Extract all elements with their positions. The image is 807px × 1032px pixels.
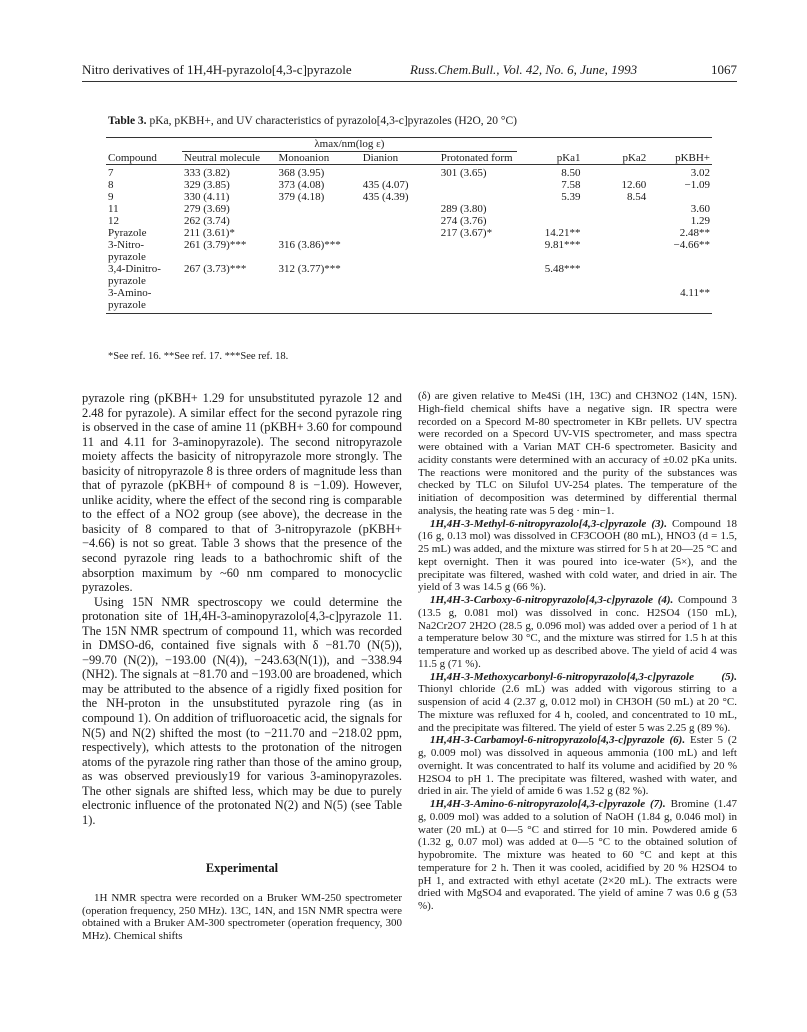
paragraph: (δ) are given relative to Me4Si (1H, 13C) and CH3NO2 (14N, 15N). High-field chemical shifts have a negative sign. IR spectra were recorded on a Specord M-80 spectrometer in KBr pellets. UV spectra were recorded on a Specord UV-VIS spectrometer, and mass spectra were obtained with a Varian MAT CH-6 spectrometer. Basicity and acidity constants were determined with an accuracy of ±0.02 pKa units. The reactions were monitored and the purity of the substances was checked by TLC on Silufol UV-254 plates. The temperature of the initiation of decomposition was determined by differential thermal analysis, the heating rate was 5 deg · min−1. bbox=[418, 390, 737, 517]
table-cell: 274 (3.76) bbox=[440, 215, 487, 227]
table-row bbox=[106, 239, 712, 263]
table-cell: 5.48*** bbox=[544, 263, 581, 275]
procedure-paragraph bbox=[418, 798, 737, 913]
table-cell: 330 (4.11) bbox=[184, 191, 230, 203]
table-cell: 267 (3.73)*** bbox=[184, 263, 247, 275]
col-header: Compound bbox=[106, 152, 182, 165]
table-row bbox=[106, 165, 712, 180]
table-caption-text: pKa, pKBH+, and UV characteristics of pyrazolo[4,3-c]pyrazoles (H2O, 20 °C) bbox=[149, 115, 518, 127]
table-row bbox=[106, 263, 712, 287]
table-cell: −1.09 bbox=[684, 179, 710, 191]
table-cell: 333 (3.82) bbox=[184, 167, 230, 179]
table-cell bbox=[182, 287, 276, 314]
table-cell bbox=[361, 165, 439, 180]
table-cell bbox=[361, 287, 439, 314]
table-cell bbox=[648, 191, 712, 203]
table-cell: 217 (3.67)* bbox=[440, 227, 493, 239]
table-cell: 3.60 bbox=[690, 203, 710, 215]
table-cell bbox=[439, 191, 517, 203]
header-rule bbox=[82, 81, 737, 82]
table-cell: 8 bbox=[108, 179, 114, 191]
table-cell: 435 (4.39) bbox=[362, 191, 409, 203]
table-cell bbox=[583, 287, 649, 314]
table-body bbox=[106, 165, 712, 314]
table-cell bbox=[276, 227, 360, 239]
table-cell bbox=[517, 215, 583, 227]
col-header: Neutral molecule bbox=[182, 152, 276, 165]
table-cell bbox=[361, 263, 439, 287]
table-cell: 3-Amino- pyrazole bbox=[106, 287, 182, 314]
table-cell: 316 (3.86)*** bbox=[278, 239, 341, 251]
table-cell: 379 (4.18) bbox=[278, 191, 325, 203]
procedure-title: 1H,4H-3-Methyl-6-nitropyrazolo[4,3-c]pyrazole (3). bbox=[430, 517, 667, 530]
procedure-title: 1H,4H-3-Methoxycarbonyl-6-nitropyrazolo[4,3-c]pyrazole (5). bbox=[430, 670, 737, 683]
table-cell: 3.02 bbox=[690, 167, 710, 179]
table-cell bbox=[276, 287, 360, 314]
paragraph: Using 15N NMR spectroscopy we could determine the protonation site of 1H,4H-3-aminopyrazolo[4,3-c]pyrazole 11. The 15N NMR spectrum of compound 11, which was recorded in DMSO-d6, contained five signals with δ −81.70 (N(5)), −99.70 (N(2)), −193.00 (N(4)), −243.63(N(1)), and −338.94 (NH2). The signals at −81.70 and −193.00 are broadened, which may be attributed to the absence of a rigidly fixed position for the NH-proton in the unsubstituted pyrazole ring (as in compound 1). On addition of trifluoroacetic acid, the signals for N(5) and N(2) shifted the most (to −211.70 and −218.02 ppm, respectively), which attests to the protonation of the nitrogen atoms of the pyrazole ring rather than those of the amino group, as was observed previously19 for various 3-aminopyrazoles. The other signals are shifted less, which may be due to purely electronic influence of the protonated N(2) and N(5) (see Table 1). bbox=[82, 594, 402, 827]
table-cell bbox=[648, 263, 712, 287]
table-cell bbox=[583, 165, 649, 180]
procedure-paragraph bbox=[418, 734, 737, 798]
table-cell: 8.54 bbox=[627, 191, 647, 203]
table-cell: Pyrazole bbox=[108, 227, 147, 239]
table-cell: 4.11** bbox=[648, 287, 712, 314]
table-cell bbox=[361, 215, 439, 227]
table-cell: 262 (3.74) bbox=[184, 215, 230, 227]
table-cell: 3,4-Dinitro- pyrazole bbox=[108, 263, 161, 287]
table-cell: 289 (3.80) bbox=[440, 203, 487, 215]
header-journal: Russ.Chem.Bull., Vol. 42, No. 6, June, 1993 bbox=[410, 62, 638, 77]
table-cell bbox=[583, 203, 649, 215]
table-cell bbox=[583, 239, 649, 263]
table-cell bbox=[439, 287, 517, 314]
col-header: Protonated form bbox=[439, 152, 517, 165]
table-cell: 373 (4.08) bbox=[278, 179, 325, 191]
table-cell: −4.66** bbox=[673, 239, 710, 251]
table-row bbox=[106, 203, 712, 215]
table-cell: 301 (3.65) bbox=[440, 167, 487, 179]
col-header: Dianion bbox=[361, 152, 439, 165]
table-cell bbox=[583, 227, 649, 239]
table-row bbox=[106, 215, 712, 227]
table-cell: 261 (3.79)*** bbox=[184, 239, 247, 251]
table-cell: 11 bbox=[108, 203, 119, 215]
table-cell bbox=[439, 179, 517, 191]
table-row bbox=[106, 227, 712, 239]
running-header bbox=[82, 62, 737, 78]
col-header: Monoanion bbox=[276, 152, 360, 165]
table-cell: 1.29 bbox=[690, 215, 710, 227]
table-cell: 12.60 bbox=[621, 179, 647, 191]
table-cell bbox=[361, 203, 439, 215]
paragraph: pyrazole ring (pKBH+ 1.29 for unsubstituted pyrazole 12 and 2.48 for pyrazole). A similar effect for the second pyrazole ring is observed in the case of amine 11 (pKBH+ 3.60 for compound 11 and 4.11 for 3-aminopyrazole). The second nitropyrazole moiety affects the basicity of nitropyrazole more strongly. The basicity of nitropyrazole 8 is three orders of magnitude less than that of pyrazole (pKBH+ of compound 8 is −1.09). However, unlike acidity, where the effect of the second ring is comparable to the effect of a NO2 group (see above), the decrease in the basicity of 8 compared to that of 3-nitropyrazole (pKBH+ −4.66) is not so great. Table 3 shows that the presence of the second pyrazole ring leads to a bathochromic shift of the absorption maximum by ~60 nm compared to monocyclic pyrazoles. bbox=[82, 391, 402, 595]
table-row bbox=[106, 287, 712, 314]
col-header: pKa1 bbox=[517, 152, 583, 165]
table-cell: 8.50 bbox=[561, 167, 581, 179]
table-header-row-1 bbox=[106, 138, 712, 152]
table-cell bbox=[583, 215, 649, 227]
table-cell: 368 (3.95) bbox=[278, 167, 325, 179]
table-cell bbox=[361, 239, 439, 263]
procedure-paragraph bbox=[418, 671, 737, 735]
col-header: pKa2 bbox=[583, 152, 649, 165]
table-cell bbox=[361, 227, 439, 239]
table-cell bbox=[517, 203, 583, 215]
table-cell: 14.21** bbox=[544, 227, 581, 239]
table-footnote: *See ref. 16. **See ref. 17. ***See ref. 18. bbox=[108, 351, 289, 362]
page-number: 1067 bbox=[711, 62, 737, 77]
col-header: pKBH+ bbox=[648, 152, 712, 165]
procedure-text: Compound 18 (16 g, 0.13 mol) was dissolved in CF3COOH (80 mL), HNO3 (d = 1.5, 25 mL) was added, and the mixture was stirred for 5 h at 20—25 °C and kept overnight. Then it was poured into ice-water (5×), and the precipitate was filtered, washed with cold water, and dried in air. The yield of 3 was 14.5 g (66 %). bbox=[418, 517, 737, 594]
table-cell: 12 bbox=[108, 215, 119, 227]
table-cell: 329 (3.85) bbox=[184, 179, 230, 191]
table-cell bbox=[276, 203, 360, 215]
procedure-text: Thionyl chloride (2.6 mL) was added with vigorous stirring to a suspension of acid 4 (2.37 g, 0.012 mol) in CH3OH (50 mL) at 20 °C. The mixture was refluxed for 4 h, cooled, and concentrated to 10 mL, and the precipitate was filtered. The yield of ester 5 was 2.25 g (89 %). bbox=[418, 683, 737, 734]
table-header-row-2 bbox=[106, 152, 712, 165]
table-cell: 7 bbox=[108, 167, 114, 179]
procedure-paragraph bbox=[418, 594, 737, 671]
table-caption bbox=[108, 114, 517, 128]
table-cell bbox=[439, 263, 517, 287]
table-cell: 2.48** bbox=[679, 227, 710, 239]
table-cell: 211 (3.61)* bbox=[184, 227, 235, 239]
left-column bbox=[82, 391, 402, 942]
table-cell: 312 (3.77)*** bbox=[278, 263, 341, 275]
lambda-header: λmax/nm(log ε) bbox=[182, 138, 517, 152]
table-cell: 435 (4.07) bbox=[362, 179, 409, 191]
procedure-title: 1H,4H-3-Amino-6-nitropyrazolo[4,3-c]pyrazole (7). bbox=[430, 798, 666, 810]
table-cell bbox=[517, 287, 583, 314]
table-3 bbox=[106, 137, 712, 314]
table-cell bbox=[583, 263, 649, 287]
procedure-text: Bromine (1.47 g, 0.009 mol) was added to a solution of NaOH (1.84 g, 0.046 mol) in water (20 mL) at 0—5 °C and stirred for 10 min. Powdered amide 6 (1.32 g, 0.07 mol) was added at 0—5 °C to the obtained solution of hypobromite. The mixture was heated to 60 °C and kept at this temperature for 2 h. Then it was cooled, acidified by 20 % H2SO4 to pH 1, and extracted with ethyl acetate (2×20 mL). The extracts were dried with MgSO4 and evaporated. The yield of amine 7 was 0.6 g (53 %). bbox=[418, 798, 737, 912]
procedure-paragraph bbox=[418, 518, 737, 595]
right-column bbox=[418, 390, 737, 913]
paragraph: 1H NMR spectra were recorded on a Bruker WM-250 spectrometer (operation frequency, 250 MHz). 13C, 14N, and 15N NMR spectra were obtained with a Bruker AM-300 spectrometer (operation frequency, 300 MHz). Chemical shifts bbox=[82, 891, 402, 942]
procedure-text: Ester 5 (2 g, 0.009 mol) was dissolved in aqueous ammonia (100 mL) and left overnight. It was concentrated to half its volume and acidified by 20 % H2SO4 to pH 1. The precipitate was filtered, washed with water, and dried in air. The yield of amide 6 was 1.52 g (82 %). bbox=[418, 734, 738, 798]
table-row bbox=[106, 179, 712, 191]
table-cell: 3-Nitro- pyrazole bbox=[108, 239, 146, 263]
table-cell: 9 bbox=[108, 191, 114, 203]
procedure-title: 1H,4H-3-Carboxy-6-nitropyrazolo[4,3-c]pyrazole (4). bbox=[430, 594, 674, 606]
table-cell bbox=[276, 215, 360, 227]
table-caption-label: Table 3. bbox=[108, 115, 147, 127]
section-heading: Experimental bbox=[205, 861, 279, 876]
procedure-text: Compound 3 (13.5 g, 0.081 mol) was dissolved in conc. H2SO4 (150 mL), Na2Cr2O7 2H2O (28.5 g, 0.096 mol) was added over a period of 1 h at a temperature below 30 °C, and the mixture was stirred for 1.5 h at this temperature and worked up as described above. The yield of acid 4 was 11.5 g (71 %). bbox=[418, 594, 738, 670]
table-cell: 279 (3.69) bbox=[184, 203, 230, 215]
table-cell bbox=[439, 239, 517, 263]
table-cell: 7.58 bbox=[561, 179, 581, 191]
table-cell: 5.39 bbox=[561, 191, 581, 203]
table-row bbox=[106, 191, 712, 203]
procedure-title: 1H,4H-3-Carbamoyl-6-nitropyrazolo[4,3-c]pyrazole (6). bbox=[430, 734, 686, 747]
table-cell: 9.81*** bbox=[544, 239, 581, 251]
header-article-title: Nitro derivatives of 1H,4H-pyrazolo[4,3-c]pyrazole bbox=[82, 62, 352, 77]
